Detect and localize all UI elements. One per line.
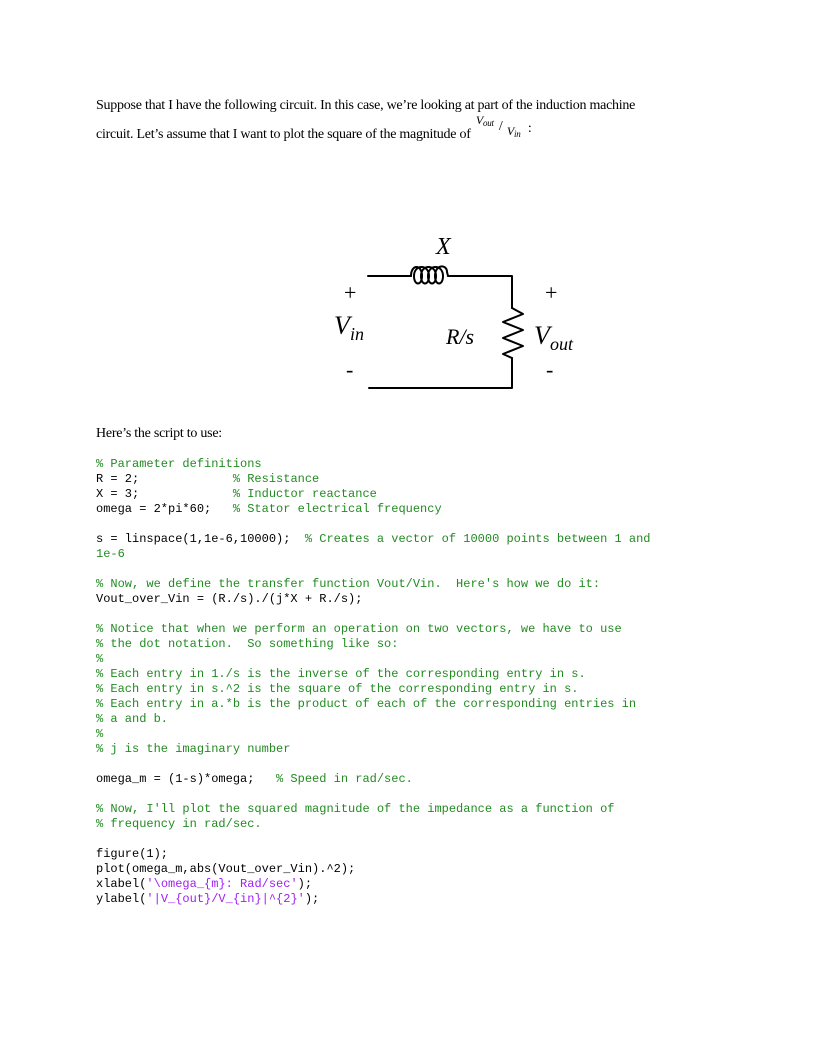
code-line [96, 712, 168, 726]
code-line [96, 487, 377, 501]
code-line [96, 532, 651, 546]
code-line [96, 577, 600, 591]
reactance-label: X [436, 234, 451, 260]
code-comment: % [96, 727, 104, 741]
code-statement: plot(omega_m,abs(Vout_over_Vin).^2); [96, 862, 356, 876]
code-statement: omega = 2*pi*60; [96, 502, 233, 516]
vout-over-vin-fraction [474, 113, 532, 139]
matlab-script [96, 457, 776, 907]
fraction-denominator: $V_{in}$ [506, 124, 521, 139]
fraction-colon: : [527, 121, 532, 136]
code-string: '|V_{out}/V_{in}|^{2}' [146, 892, 305, 906]
code-line [96, 502, 442, 516]
code-comment: % [96, 652, 104, 666]
code-line [96, 652, 103, 666]
code-line [96, 772, 413, 786]
code-string: '\omega_{m}: Rad/sec' [146, 877, 298, 891]
code-comment: % Speed in rad/sec. [276, 772, 413, 786]
code-statement: figure(1); [96, 847, 169, 861]
code-comment: % j is the imaginary number [96, 742, 291, 756]
code-line [96, 847, 168, 861]
fraction-slash: / [498, 119, 503, 134]
code-comment: % the dot notation. So something like so: [96, 637, 399, 651]
code-comment: % Notice that when we perform an operation on two vectors, we have to use [96, 622, 622, 636]
code-comment: % Stator electrical frequency [232, 502, 442, 516]
code-line [96, 457, 262, 471]
resistor-zigzag [503, 308, 523, 358]
vin-plus-sign: + [344, 280, 357, 305]
intro-paragraph [96, 94, 736, 147]
code-comment: % Each entry in 1./s is the inverse of the corresponding entry in s. [96, 667, 586, 681]
vin-minus-sign: - [346, 357, 354, 382]
code-comment: % Now, I'll plot the squared magnitude of the impedance as a function of [96, 802, 615, 816]
code-comment: % Each entry in a.*b is the product of each of the corresponding entries in [96, 697, 637, 711]
vin-label: V [334, 311, 350, 340]
code-comment: % Parameter definitions [96, 457, 262, 471]
code-line [96, 622, 622, 636]
code-line [96, 592, 362, 606]
code-statement: xlabel( [96, 877, 147, 891]
code-statement: ); [297, 877, 313, 891]
code-line [96, 862, 355, 876]
code-line [96, 547, 125, 561]
code-comment: % Resistance [232, 472, 320, 486]
resistance-label: R/s [446, 324, 475, 349]
code-line [96, 637, 398, 651]
code-statement: Vout_over_Vin = (R./s)./(j*X + R./s); [96, 592, 363, 606]
vin-subscript: in [350, 324, 365, 344]
code-comment: % Inductor reactance [232, 487, 377, 501]
code-comment: % Now, we define the transfer function Vout/Vin. Here's how we do it: [96, 577, 601, 591]
top-right-wire [448, 276, 512, 308]
fraction-numerator: $V_{out}$ [475, 113, 494, 128]
code-comment: % frequency in rad/sec. [96, 817, 262, 831]
code-statement: R = 2; [96, 472, 233, 486]
code-statement: omega_m = (1-s)*omega; [96, 772, 277, 786]
vout-minus-sign: - [546, 357, 554, 382]
vout-subscript: out [550, 334, 574, 354]
intro-line-1: Suppose that I have the following circuit. In this case, we’re looking at part of the induction machine [96, 98, 636, 113]
code-line [96, 877, 312, 891]
code-line [96, 682, 578, 696]
code-line [96, 697, 636, 711]
intro-line-2-text: circuit. Let’s assume that I want to plot the square of the magnitude of [96, 127, 471, 142]
code-comment: 1e-6 [96, 547, 125, 561]
code-line [96, 667, 586, 681]
code-statement: ylabel( [96, 892, 147, 906]
code-line [96, 892, 319, 906]
code-line [96, 742, 290, 756]
code-line [96, 817, 262, 831]
code-statement: X = 3; [96, 487, 233, 501]
code-comment: % Each entry in s.^2 is the square of the corresponding entry in s. [96, 682, 579, 696]
code-comment: % a and b. [96, 712, 169, 726]
code-comment: % Creates a vector of 10000 points between 1 and [304, 532, 651, 546]
code-statement: ); [304, 892, 320, 906]
bottom-wire [369, 358, 512, 388]
vout-plus-sign: + [545, 280, 558, 305]
code-statement: s = linspace(1,1e-6,10000); [96, 532, 305, 546]
script-intro: Here’s the script to use: [96, 426, 222, 441]
code-line [96, 472, 319, 486]
circuit-diagram [300, 228, 600, 398]
code-line [96, 802, 614, 816]
intro-line-2 [96, 113, 736, 147]
inductor-coil [411, 266, 448, 283]
code-line [96, 727, 103, 741]
vout-label: V [534, 321, 550, 350]
